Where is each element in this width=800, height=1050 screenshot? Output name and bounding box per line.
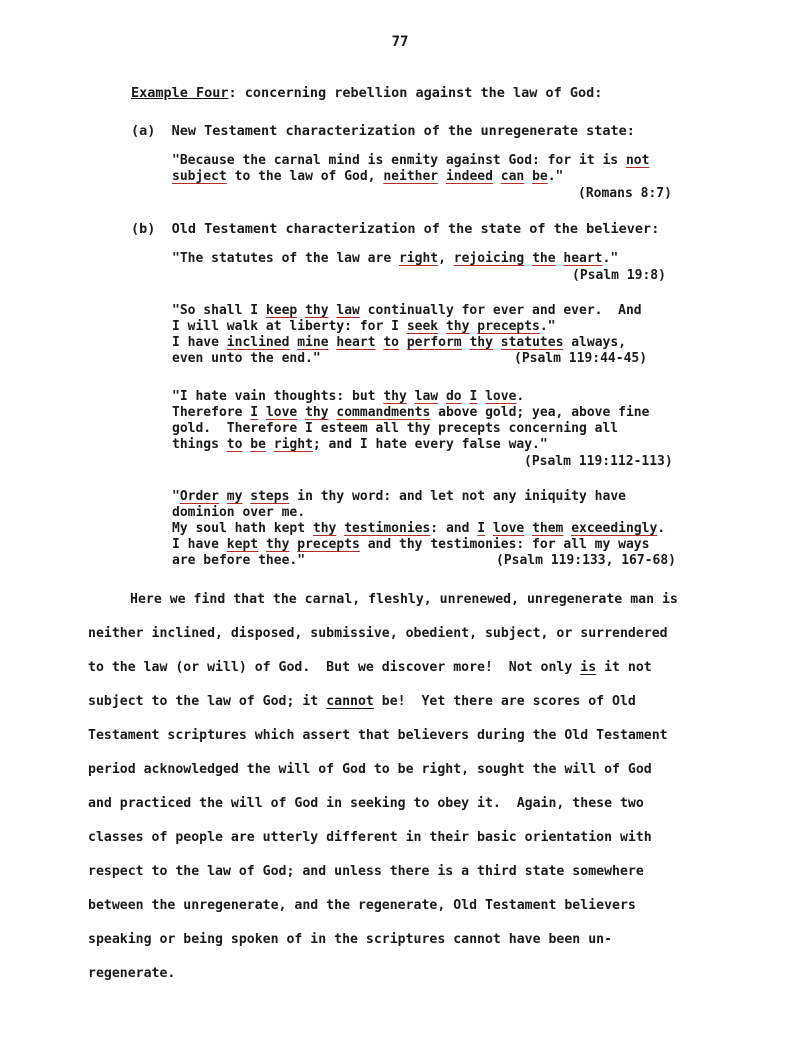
underlined-word: commandments xyxy=(336,405,431,420)
underlined-word: thy xyxy=(305,303,329,318)
underlined-word: steps xyxy=(250,489,290,504)
underlined-word: not xyxy=(625,153,650,168)
text-run: gold. Therefore I esteem all thy precepts concerning all xyxy=(172,421,619,436)
underlined-word: cannot xyxy=(326,694,374,709)
text-run: in thy word: and let not any iniquity have xyxy=(289,489,626,504)
reference-psalm-119-133: (Psalm 119:133, 167-68) xyxy=(496,553,677,568)
body-paragraph xyxy=(88,592,708,1000)
text-run: I have xyxy=(172,335,227,350)
text-run xyxy=(524,169,532,184)
text-run: and practiced the will of God in seeking to obey it. Again, these two xyxy=(88,796,644,811)
quote-line xyxy=(172,335,642,351)
quote-line xyxy=(172,251,618,267)
section-b-label: (b) xyxy=(131,221,156,237)
body-line xyxy=(88,898,708,932)
text-run: period acknowledged the will of God to be right, sought the will of God xyxy=(88,762,652,777)
text-run xyxy=(297,303,305,318)
underlined-word: to xyxy=(226,437,243,452)
text-run: always, xyxy=(563,335,627,350)
underlined-word: rejoicing xyxy=(453,251,525,266)
text-run xyxy=(485,521,493,536)
underlined-word: heart xyxy=(563,251,603,266)
section-b-title xyxy=(131,221,659,237)
underlined-word: do xyxy=(445,389,462,404)
text-run: , xyxy=(438,251,454,266)
quote-line xyxy=(172,389,649,405)
underlined-word: thy xyxy=(305,405,329,420)
text-run xyxy=(477,389,485,404)
text-run: to the law of God, xyxy=(226,169,384,184)
underlined-word: statutes xyxy=(500,335,564,350)
text-run xyxy=(407,389,415,404)
text-run: "Because the carnal mind is enmity against God: for it is xyxy=(172,153,626,168)
underlined-word: my xyxy=(226,489,243,504)
underlined-word: be xyxy=(250,437,266,452)
text-run: it not xyxy=(596,660,652,675)
underlined-word: kept xyxy=(226,537,259,552)
underlined-word: keep xyxy=(265,303,298,318)
text-run xyxy=(219,489,227,504)
text-run: ; and I hate every false way." xyxy=(312,437,548,452)
quote-psalm-119-112 xyxy=(172,389,649,453)
quote-psalm-19 xyxy=(172,251,618,267)
reference-psalm-119-112: (Psalm 119:112-113) xyxy=(524,454,673,469)
body-line xyxy=(88,626,708,660)
underlined-word: I xyxy=(469,389,478,404)
text-run: ." xyxy=(547,169,564,184)
text-run: Testament scriptures which assert that believers during the Old Testament xyxy=(88,728,668,743)
underlined-word: subject xyxy=(172,169,227,184)
text-run: dominion over me. xyxy=(172,505,306,520)
underlined-word: testimonies xyxy=(344,521,431,536)
text-run: My soul hath kept xyxy=(172,521,313,536)
text-run xyxy=(438,319,446,334)
underlined-word: inclined xyxy=(226,335,290,350)
quote-line xyxy=(172,169,649,185)
text-run: "I hate vain thoughts: but xyxy=(172,389,384,404)
underlined-word: indeed xyxy=(445,169,493,184)
text-run xyxy=(297,405,305,420)
text-run: : and xyxy=(430,521,478,536)
quote-line xyxy=(172,303,642,319)
section-a-quote xyxy=(172,153,649,185)
quote-line xyxy=(172,537,665,553)
quote-line xyxy=(172,505,665,521)
text-run: " xyxy=(172,489,180,504)
underlined-word: them xyxy=(532,521,564,536)
reference-psalm-119-44: (Psalm 119:44-45) xyxy=(514,351,648,366)
underlined-word: thy xyxy=(383,389,407,404)
body-line xyxy=(88,592,708,626)
text-run: Here we find that the carnal, fleshly, unrenewed, unregenerate man is xyxy=(130,592,678,607)
text-run: things xyxy=(172,437,227,452)
underlined-word: Order xyxy=(179,489,219,504)
quote-line xyxy=(172,521,665,537)
underlined-word: heart xyxy=(336,335,376,350)
heading-lead: Example Four xyxy=(131,85,229,101)
underlined-word: right xyxy=(398,251,439,266)
body-line xyxy=(88,932,708,966)
text-run: respect to the law of God; and unless there is a third state somewhere xyxy=(88,864,644,879)
text-run xyxy=(524,251,532,266)
text-run: regenerate. xyxy=(88,966,176,981)
underlined-word: law xyxy=(414,389,439,404)
section-a-reference: (Romans 8:7) xyxy=(578,186,672,201)
text-run: continually for ever and ever. And xyxy=(359,303,642,318)
underlined-word: I xyxy=(477,521,486,536)
underlined-word: the xyxy=(532,251,556,266)
quote-line xyxy=(172,437,649,453)
body-line xyxy=(88,864,708,898)
quote-line xyxy=(172,153,649,169)
heading-rest: : concerning rebellion against the law of God: xyxy=(228,85,603,101)
underlined-word: love xyxy=(265,405,298,420)
underlined-word: law xyxy=(336,303,360,318)
underlined-word: seek xyxy=(406,319,439,334)
underlined-word: thy xyxy=(469,335,493,350)
underlined-word: can xyxy=(500,169,525,184)
text-run xyxy=(266,437,274,452)
text-run xyxy=(493,335,501,350)
text-run: ." xyxy=(539,319,556,334)
underlined-word: be xyxy=(532,169,548,184)
section-b-text: Old Testament characterization of the state of the believer: xyxy=(171,221,660,237)
text-run: "So shall I xyxy=(172,303,266,318)
underlined-word: thy xyxy=(265,537,290,552)
quote-line xyxy=(172,489,665,505)
text-run: be! Yet there are scores of Old xyxy=(373,694,636,709)
text-run: ." xyxy=(602,251,619,266)
section-a-title xyxy=(131,123,635,139)
text-run xyxy=(258,405,266,420)
text-run: Therefore xyxy=(172,405,251,420)
underlined-word: thy xyxy=(445,319,470,334)
body-line xyxy=(88,660,708,694)
text-run: even unto the end." xyxy=(172,351,321,366)
text-run xyxy=(438,169,446,184)
underlined-word: mine xyxy=(297,335,329,350)
underlined-word: love xyxy=(492,521,525,536)
text-run: "The statutes of the law are xyxy=(172,251,399,266)
text-run: between the unregenerate, and the regenerate, Old Testament believers xyxy=(88,898,636,913)
text-run: and thy testimonies: for all my ways xyxy=(359,537,650,552)
text-run: I have xyxy=(172,537,227,552)
section-a-text: New Testament characterization of the unregenerate state: xyxy=(171,123,635,139)
underlined-word: exceedingly xyxy=(571,521,658,536)
underlined-word: thy xyxy=(312,521,337,536)
body-line xyxy=(88,728,708,762)
text-run: are before thee." xyxy=(172,553,306,568)
underlined-word: precepts xyxy=(297,537,360,552)
underlined-word: is xyxy=(580,660,597,675)
underlined-word: love xyxy=(485,389,517,404)
text-run: I will walk at liberty: for I xyxy=(172,319,407,334)
body-line xyxy=(88,694,708,728)
text-run xyxy=(258,537,266,552)
text-run xyxy=(524,521,532,536)
underlined-word: to xyxy=(383,335,400,350)
text-run: to the law (or will) of God. But we discover more! Not only xyxy=(88,660,581,675)
underlined-word: precepts xyxy=(477,319,540,334)
section-a-label: (a) xyxy=(131,123,156,139)
text-run: . xyxy=(657,521,666,536)
reference-psalm-19: (Psalm 19:8) xyxy=(572,268,666,283)
text-run: subject to the law of God; it xyxy=(88,694,327,709)
underlined-word: perform xyxy=(406,335,462,350)
text-run xyxy=(493,169,501,184)
body-line xyxy=(88,762,708,796)
underlined-word: right xyxy=(273,437,313,452)
text-run: speaking or being spoken of in the scriptures cannot have been un- xyxy=(88,932,613,947)
underlined-word: I xyxy=(250,405,259,420)
body-line xyxy=(88,966,708,1000)
quote-line xyxy=(172,421,649,437)
body-line xyxy=(88,796,708,830)
quote-line xyxy=(172,405,649,421)
text-run: classes of people are utterly different in their basic orientation with xyxy=(88,830,652,845)
text-run xyxy=(399,335,407,350)
quote-line xyxy=(172,319,642,335)
text-run: . xyxy=(516,389,525,404)
underlined-word: neither xyxy=(383,169,439,184)
text-run: neither inclined, disposed, submissive, obedient, subject, or surrendered xyxy=(88,626,668,641)
body-line xyxy=(88,830,708,864)
example-heading xyxy=(131,85,602,101)
page-number: 77 xyxy=(391,34,409,50)
text-run: above gold; yea, above fine xyxy=(430,405,650,420)
text-run xyxy=(438,389,446,404)
